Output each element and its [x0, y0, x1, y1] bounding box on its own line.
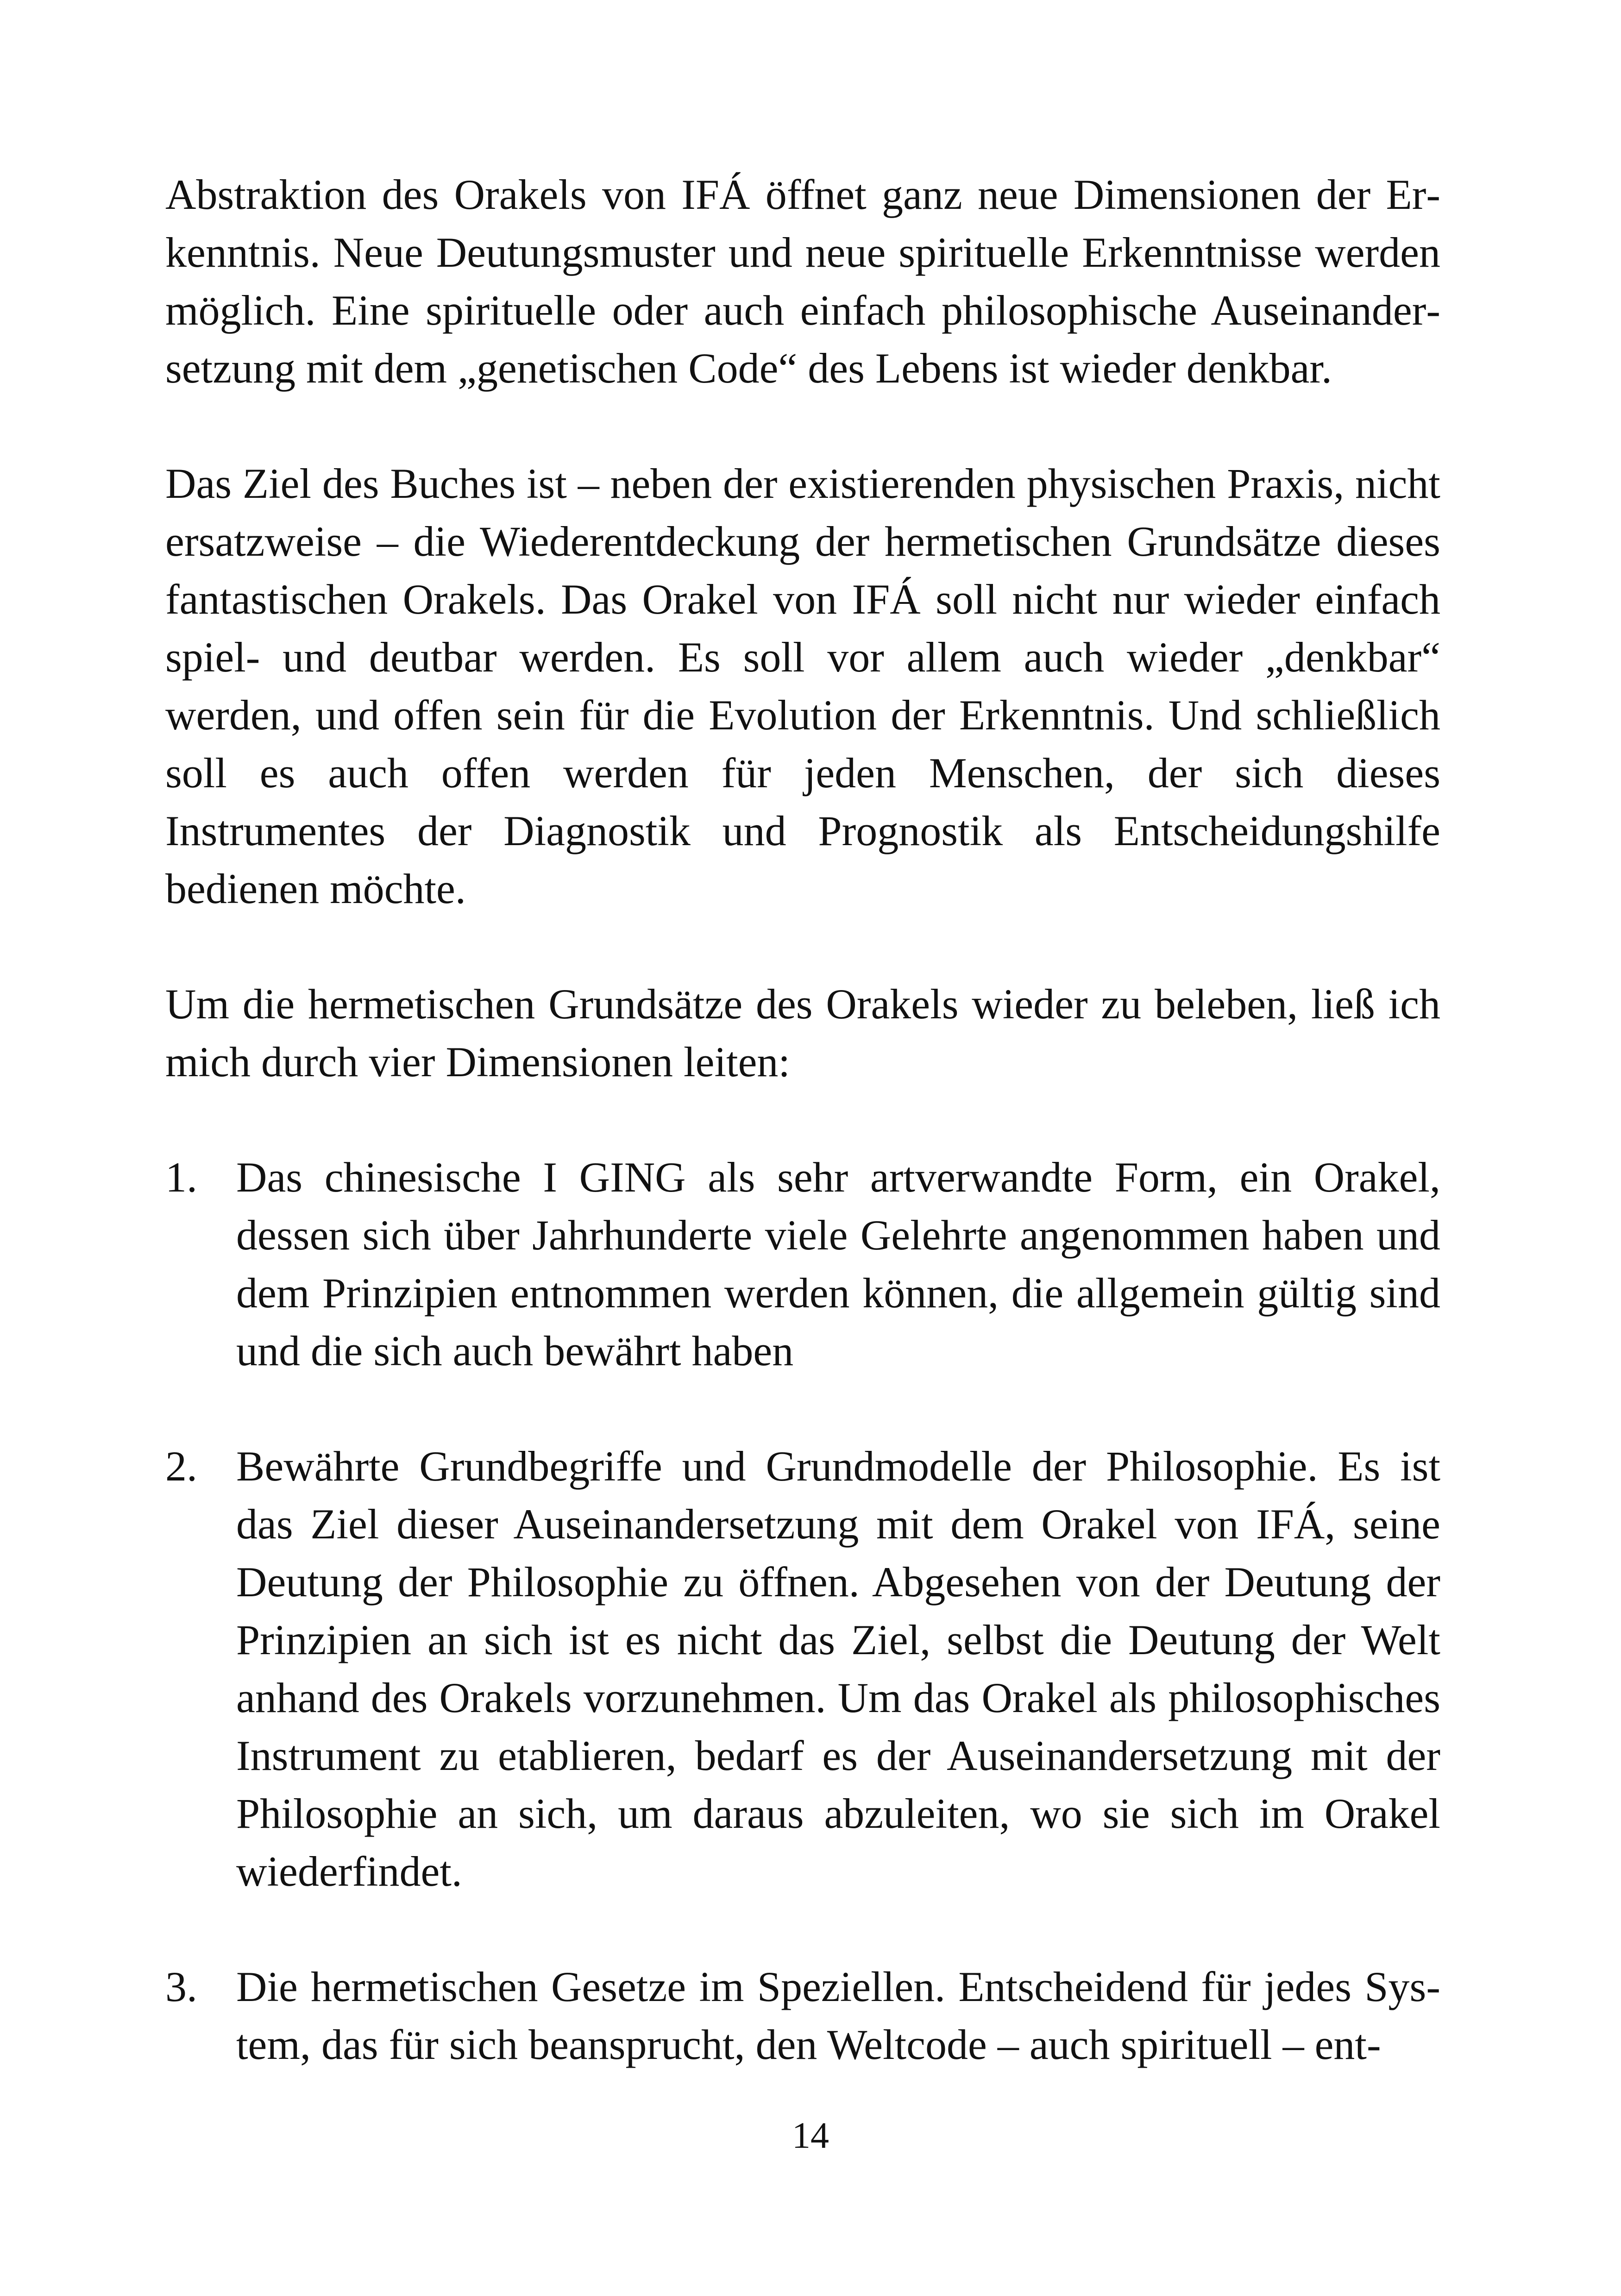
- list-item-text: Das chinesische I GING als sehr artverwandte Form, ein Orakel, dessen sich über Jahrhunderte viele Gelehrte angenommen haben und dem Prinzipien entnommen werden können, die allgemein gültig sind und die sich auch bewährt haben: [236, 1154, 1440, 1374]
- list-number: 3.: [165, 1963, 197, 2010]
- paragraph-1: Abstraktion des Orakels von IFÁ öffnet ganz neue Dimensionen der Erkenntnis. Neue Deutungsmuster und neue spirituelle Erkenntnisse werden möglich. Eine spirituelle oder auch einfach philosophische Auseinandersetzung mit dem „genetischen Code“ des Lebens ist wieder denkbar.: [165, 171, 1440, 392]
- numbered-list: [165, 1148, 1440, 2074]
- page-body: [165, 166, 1440, 2131]
- list-item-text: Die hermetischen Gesetze im Speziellen. Entscheidend für jedes System, das für sich beansprucht, den Weltcode – auch spirituell – ent-: [236, 1963, 1440, 2068]
- paragraph-3: Um die hermetischen Grundsätze des Orakels wieder zu beleben, ließ ich mich durch vier Dimensionen leiten:: [165, 980, 1440, 1085]
- list-item-1: [165, 1148, 1440, 1380]
- list-number: 2.: [165, 1443, 197, 1490]
- list-item-3: [165, 1958, 1440, 2074]
- paragraph-2: Das Ziel des Buches ist – neben der existierenden physischen Praxis, nicht ersatzweise – die Wiederentdeckung der hermetischen Grundsätze dieses fantastischen Orakels. Das Orakel von IFÁ soll nicht nur wieder einfach spiel- und deutbar werden. Es soll vor allem auch wieder „denkbar“ werden, und offen sein für die Evolution der Erkenntnis. Und schließlich soll es auch offen werden für jeden Menschen, der sich dieses Instrumentes der Diagnostik und Prognostik als Entscheidungshilfe bedienen möchte.: [165, 460, 1440, 912]
- list-number: 1.: [165, 1154, 197, 1201]
- list-item-2: [165, 1437, 1440, 1901]
- page-number: 14: [792, 2115, 829, 2156]
- list-item-text: Bewährte Grundbegriffe und Grundmodelle der Philosophie. Es ist das Ziel dieser Auseinandersetzung mit dem Orakel von IFÁ, seine Deutung der Philosophie zu öffnen. Abgesehen von der Deutung der Prinzipien an sich ist es nicht das Ziel, selbst die Deutung der Welt anhand des Orakels vorzunehmen. Um das Orakel als philosophisches Instrument zu etablieren, bedarf es der Auseinandersetzung mit der Philosophie an sich, um daraus abzuleiten, wo sie sich im Orakel wiederfindet.: [236, 1443, 1440, 1895]
